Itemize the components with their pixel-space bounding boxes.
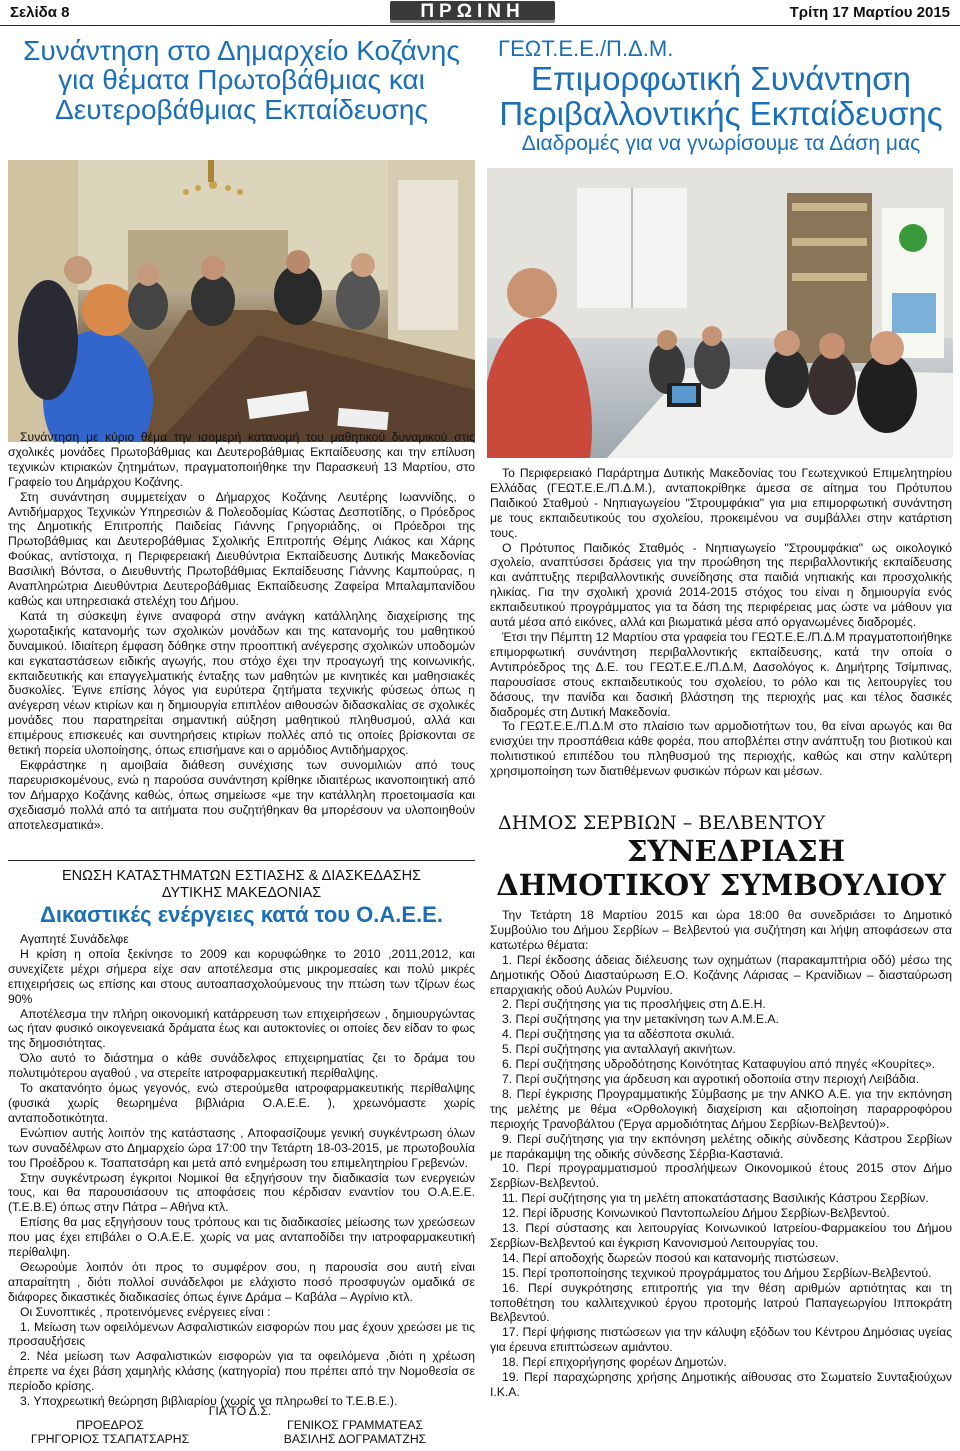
signature-president-name: ΓΡΗΓΟΡΙΟΣ ΤΣΑΠΑΤΣΑΡΗΣ: [30, 1432, 190, 1446]
agenda-item: 9. Περί συζήτησης για την εκπόνηση μελέτης οδικής σύνδεσης Κάστρου Σερβίων με παράκαμψη της οδικής σύνδεσης Σέρβια-Καστανιά.: [490, 1131, 952, 1161]
page-number: Σελίδα 8: [10, 4, 70, 21]
notice-paragraph: Στην συγκέντρωση έγκριτοι Νομικοί θα εξηγήσουν την διαδικασία των ενεργειών τους, και θα παρουσιάσουν τις αποφάσεις που κέρδισαν εναντίον του Ο.Α.Ε.Ε. (Τ.Ε.Β.Ε) όπως στην Πάτρα – Αθήνα κτλ.: [8, 1170, 475, 1215]
right-article-subtitle: Διαδρομές για να γνωρίσουμε τα Δάση μας: [521, 132, 921, 155]
left-notice: [8, 868, 475, 1409]
signature-board: ΓΙΑ ΤΟ Δ.Σ.: [208, 1404, 272, 1418]
agenda-item: 2. Περί συζήτησης για τις προσλήψεις στη Δ.Ε.Η.: [502, 997, 766, 1012]
right-article-paragraph: Το ΓΕΩΤ.Ε.Ε./Π.Δ.Μ στο πλαίσιο των αρμοδιοτήτων του, θα είναι αρωγός και θα ενισχύει την προσπάθεια κάθε φορέα, που αποβλέπει στην ανάπτυξη του βιοτικού και πολιτιστικού επιπέδου του πληθυσμού της περιοχής, καθώς και στην καλύτερη χρησιμοποίηση των διατιθέμενων φυσικών πόρων και μέσων.: [490, 719, 952, 779]
signature-secretary-role: ΓΕΝΙΚΟΣ ΓΡΑΜΜΑΤΕΑΣ: [286, 1418, 423, 1432]
agenda-item: 10. Περί προγραμματισμού προσλήψεων Οικονομικού έτους 2015 στον Δήμο Σερβίων-Βελβεντού.: [490, 1161, 952, 1191]
left-article-paragraph: Εκφράστηκε η αμοιβαία διάθεση συνέχισης των συνομιλιών από τους παρευρισκομένους, ενώ η παρούσα συνάντηση κρίθηκε ιδιαιτέρως ικανοποιητική από τον Δήμαρχο Κοζάνης καθώς, όπως σημείωσε «με την κατάλληλη προετοιμασία και σχεδιασμό πολλά από τα αιτήματα που συζητήθηκαν θα μπορέσουν να υλοποιηθούν αποτελεσματικά».: [8, 757, 475, 832]
council-title-line1: ΣΥΝΕΔΡΙΑΣΗ: [626, 834, 846, 868]
left-article-title: Συνάντηση στο Δημαρχείο Κοζάνης για θέματα Πρωτοβάθμιας και Δευτεροβάθμιας Εκπαίδευσης: [23, 35, 460, 125]
council-title-line2: ΔΗΜΟΤΙΚΟΥ ΣΥΜΒΟΥΛΙΟΥ: [496, 868, 946, 902]
notice-paragraph: 3. Υποχρεωτική θεώρηση βιβλιαρίου (χωρίς να πληρωθεί το Τ.Ε.Β.Ε.).: [20, 1394, 398, 1409]
meeting-photo-geotee: [487, 168, 953, 458]
notice-paragraph: 2. Νέα μείωση των Ασφαλιστικών εισφορών για τα οφειλόμενα ,διότι η χρέωση έπρεπε να έχει βάση χαμηλής κλάσης (κατηγορία) που πρέπει από την Νομοθεσία σε περίοδο κρίσης.: [8, 1349, 475, 1394]
agenda-item: 4. Περί συζήτησης για τα αδέσποτα σκυλιά.: [502, 1027, 735, 1042]
right-article-title: Επιμορφωτική Συνάντηση Περιβαλλοντικής Εκπαίδευσης: [499, 60, 943, 132]
notice-paragraph: Οι Συνοπτικές , προτεινόμενες ενέργειες είναι :: [20, 1304, 271, 1319]
agenda-item: 13. Περί σύστασης και λειτουργίας Κοινωνικού Ιατρείου-Φαρμακείου του Δήμου Σερβίων-Βελβεντού και έγκριση Κανονισμού Λειτουργίας του.: [490, 1221, 952, 1250]
page-header: [0, 0, 960, 26]
agenda-item: 7. Περί συζήτησης για άρδευση και αγροτική οδοποιία στην περιοχή Λειβάδια.: [502, 1071, 920, 1086]
left-section-rule: [8, 860, 475, 861]
left-article-body: [8, 430, 475, 832]
notice-greeting: Αγαπητέ Συνάδελφε: [20, 932, 129, 946]
right-notice: [490, 812, 952, 1400]
notice-paragraph: Θεωρούμε λοιπόν ότι προς το συμφέρον σου, η παρουσία σου αυτή είναι απαραίτητη , διότι πολλοί συνάδελφοι με ελάχιστο ποσό προσφυγών ομαδικά σε διάφορες δικαστικές διαδικασίες όπως έγινε Δράμα – Καβάλα – Αγρίνιο κτλ.: [8, 1259, 475, 1304]
notice-paragraph: Αποτέλεσμα την πλήρη οικονομική κατάρρευση των επιχειρήσεων , δημιουργώντας ως ήταν φυσικό οικογενειακά δράματα έως και αυτοκτονίες οι οποίες δεν είδαν το φως της δημοσιότητας.: [8, 1006, 475, 1051]
agenda-item: 14. Περί αποδοχής δωρεών ποσού και κατανομής πιστώσεων.: [502, 1250, 839, 1265]
agenda-item: 3. Περί συζήτησης για την μετακίνηση των Α.Μ.Ε.Α.: [502, 1012, 779, 1027]
agenda-item: 5. Περί συζήτησης για ανταλλαγή ακινήτων.: [502, 1042, 736, 1057]
council-intro: Την Τετάρτη 18 Μαρτίου 2015 και ώρα 18:00 θα συνεδριάσει το Δημοτικό Συμβούλιο του Δήμου Σερβίων – Βελβεντού για συζήτηση και λήψη αποφάσεων στα κατωτέρω θέματα:: [490, 908, 952, 952]
newspaper-logo: ΠΡΩΙΝΗ: [390, 1, 555, 23]
municipality-name: ΔΗΜΟΣ ΣΕΡΒΙΩΝ – ΒΕΛΒΕΝΤΟΥ: [498, 812, 826, 834]
signature-president-role: ΠΡΟΕΔΡΟΣ: [76, 1418, 144, 1432]
signature-secretary-name: ΒΑΣΙΛΗΣ ΔΟΓΡΑΜΑΤΖΗΣ: [283, 1432, 427, 1446]
notice-paragraph: Η κρίση η οποία ξεκίνησε το 2009 και κορυφώθηκε το 2010 ,2011,2012, και συνεχίζετε μέχρι σήμερα είχε σαν αποτέλεσμα στις μικρομεσαίες και πολύ μικρές επιχειρήσεις ως επίσης και στους αυτοαπασχολούμενους την πτώση των τζίρων έως 90%: [8, 946, 475, 1006]
notice-paragraph: Όλο αυτό το διάστημα ο κάθε συνάδελφος επιχειρηματίας ζει το δράμα του πολυτιμότερου αγαθού , να στερείτε ιατροφαρμακευτική περίθαλψης.: [8, 1051, 475, 1081]
meeting-photo-town-hall: [8, 160, 475, 442]
notice-union-region: ΔΥΤΙΚΗΣ ΜΑΚΕΔΟΝΙΑΣ: [161, 885, 322, 901]
right-article-paragraph: Το Περιφερειακό Παράρτημα Δυτικής Μακεδονίας του Γεωτεχνικού Επιμελητηρίου Ελλάδας (ΓΕΩΤ.Ε.Ε./Π.Δ.Μ.), ανταποκρίθηκε άμεσα σε αίτημα του Πρότυπου Παιδικού Σταθμού - Νηπιαγωγείου "Στρουμφάκια" για μια επιμορφωτική συνάντηση με τους εκπαιδευτικούς του σχολείου, προκειμένου να συμβάλλει στην κατάρτιση τους.: [490, 466, 952, 540]
notice-union-name: ΕΝΩΣΗ ΚΑΤΑΣΤΗΜΑΤΩΝ ΕΣΤΙΑΣΗΣ & ΔΙΑΣΚΕΔΑΣΗΣ: [61, 868, 422, 884]
agenda-item: 8. Περί έγκρισης Προγραμματικής Σύμβασης με την ΑΝΚΟ Α.Ε. για την εκπόνηση της μελέτης με θέμα «Ορθολογική διαχείριση και αξιοποίηση παραρροφόρου περιοχής Τρανοβάλτου (Έργα αρμοδιότητας Δήμου Σερβίων-Βελβεντού)».: [490, 1086, 952, 1131]
issue-date: Τρίτη 17 Μαρτίου 2015: [789, 4, 950, 21]
agenda-item: 12. Περί ίδρυσης Κοινωνικού Παντοπωλείου Δήμου Σερβίων-Βελβεντού.: [502, 1206, 890, 1221]
agenda-item: 18. Περί επιχορήγησης φορέων Δημοτών.: [502, 1355, 727, 1370]
left-article-paragraph: Στη συνάντηση συμμετείχαν ο Δήμαρχος Κοζάνης Λευτέρης Ιωαννίδης, ο Αντιδήμαρχος Τεχνικών Υπηρεσιών & Πολεοδομίας Κώστας Δεσποτίδης, ο Πρόεδρος της Δημοτικής Επιτροπής Παιδείας Γιάννης Γρηγοριάδης, οι Πρόεδροι της Πρωτοβάθμιας και Δευτεροβάθμιας Σχολικής Επιτροπής Θέμης Λιάκος και Χάρης Φούκας, αντίστοιχα, η Περιφερειακή Διευθύντρια Εκπαίδευσης Δυτικής Μακεδονίας Βασιλική Βόντσα, ο Διευθυντής Πρωτοβάθμιας Εκπαίδευσης Γιάννης Καμπούρας, η Αναπληρώτρια Διευθύντρια Δευτεροβάθμιας Εκπαίδευσης Ζαφείρα Μπαλαμπανίδου καθώς και υπηρεσιακά στελέχη του Δήμου.: [8, 489, 475, 608]
agenda-item: 15. Περί τροποποίησης τεχνικού προγράμματος του Δήμου Σερβίων-Βελβεντού.: [502, 1265, 932, 1280]
notice-paragraph: 1. Μείωση των οφειλόμενων Ασφαλιστικών εισφορών που μας έχουν χρεώσει με τις προσαυξήσεις: [8, 1319, 475, 1349]
agenda-item: 6. Περί συζήτησης υδροδότησης Κοινότητας Καταφυγίου από πηγές «Κουρίτες».: [502, 1057, 936, 1072]
right-article-tag: ΓΕΩΤ.Ε.Ε./Π.Δ.Μ.: [498, 36, 674, 61]
agenda-list: [490, 953, 952, 1400]
right-article-paragraph: Ο Πρότυπος Παιδικός Σταθμός - Νηπιαγωγείο "Στρουμφάκια" ως οικολογικό σχολείο, αναπτύσσει δράσεις για την προώθηση της περιβαλλοντικής εκπαίδευσης και ανάπτυξης περιβαλλοντικής συνείδησης στα παιδιά νηπιακής και προσχολικής ηλικίας. Για την σχολική χρονιά 2014-2015 στόχος του είναι η δημιουργία ενός εκπαιδευτικού προγράμματος για τα δάση της περιφέρειας μας ώστε να μάθουν για αυτά μέσα από εικόνες, αλλά και βιωματικά μέσα από οργανωμένες διαδρομές.: [490, 540, 952, 630]
header-rule: [0, 25, 960, 26]
agenda-item: 11. Περί συζήτησης για τη μελέτη αποκατάστασης Βασιλικής Κάστρου Σερβίων.: [502, 1191, 929, 1206]
agenda-item: 19. Περί παραχώρησης χρήσης Δημοτικής αίθουσας στο Σωματείο Συνταξιούχων Ι.Κ.Α.: [490, 1370, 952, 1399]
left-article-paragraph: Κατά τη σύσκεψη έγινε αναφορά στην ανάγκη κατάλληλης διαχείρισης της χωροταξικής κατανομής των σχολικών μονάδων και της κατανομής του μαθητικού δυναμικού. Ιδιαίτερη έμφαση δόθηκε στην προοπτική ανέγερσης σχολικών υποδομών και εγκαταστάσεων ειδικής αγωγής, που στόχο έχει την προαγωγή της κοινωνικής, εκπαιδευτικής και επαγγελματικής ένταξης των μαθητών με κινητικές και μαθησιακές δυσκολίες. Έγινε επίσης λόγος για ευρύτερα ζητήματα τεχνικής φύσεως όπως η ανέγερση νέων κτιρίων και η δημιουργία επιπλέον αιθουσών διδασκαλίας σε σχολικές μονάδες που παρατηρείται σημαντική αύξηση μαθητικού πληθυσμού, αλλά και επιμέρους επισκευές και συντηρήσεις κτιρίων πολλές από τις οποίες βρίσκονται σε θετική πορεία υλοποίησης, όπως επισήμανε και ο αρμόδιος Αντιδήμαρχος.: [8, 608, 475, 758]
left-article-paragraph: Συνάντηση με κύριο θέμα την ισομερή κατανομή του μαθητικού δυναμικού στις σχολικές μονάδες Πρωτοβάθμιας και Δευτεροβάθμιας Εκπαίδευσης και την επίλυση τεχνικών κτιριακών ζητημάτων, πραγματοποιήθηκε την Παρασκευή 13 Μαρτίου, στο Γραφείο του Δημάρχου Κοζάνης.: [8, 430, 475, 489]
notice-paragraph: Επίσης θα μας εξηγήσουν τους τρόπους και τις διαδικασίες μείωσης των χρεώσεων που μας έχει επιβάλει ο Ο.Α.Ε.Ε. χωρίς να μας ανταποδίδει την ιατροφαρμακευτική περίθαλψη.: [8, 1215, 475, 1260]
notice-title: Δικαστικές ενέργειες κατά του Ο.Α.Ε.Ε.: [40, 902, 443, 927]
right-article-body: [490, 466, 952, 779]
agenda-item: 16. Περί συγκρότησης επιτροπής για την θέση αριθμών αρτιότητας και τη τοποθέτηση του καλλιτεχνικού έργου προτομής Ιατρού Παπαγεωργίου Ιπποκράτη Βελβεντού.: [490, 1280, 952, 1325]
agenda-item: 1. Περί έκδοσης άδειας διέλευσης των οχημάτων (παρακαμπτήρια οδό) μέσω της Δημοτικής Οδού Διασταύρωση Ε.Ο. Κοζάνης Λάρισας – Κρανίδιων – διασταύρωση επαρχιακής οδού Αυλών Ρυμνίου.: [490, 952, 952, 997]
agenda-item: 17. Περί ψήφισης πιστώσεων για την κάλυψη εξόδων του Κέντρου Δημόσιας υγείας για έρευνα επιπτώσεων αμιάντου.: [490, 1325, 952, 1355]
right-article-paragraph: Έτσι την Πέμπτη 12 Μαρτίου στα γραφεία του ΓΕΩΤ.Ε.Ε./Π.Δ.Μ πραγματοποιήθηκε επιμορφωτική συνάντηση περιβαλλοντικής εκπαίδευσης, κατά την οποία ο Αντιπρόεδρος της Δ.Ε. του ΓΕΩΤ.Ε.Ε./Π.Δ.Μ, Δασολόγος κ. Δημήτρης Τσίμπινας, παρουσίασε στους εκπαιδευτικούς του σχολείου, το ρόλο και τις λειτουργίες του δάσους, την πανίδα και δασική βλάστηση της περιοχής μας και τέλος δασικές διαδρομές στη Δυτική Μακεδονία.: [490, 629, 952, 719]
notice-paragraph: Ενώπιον αυτής λοιπόν της κατάστασης , Αποφασίζουμε γενική συγκέντρωση όλων των συναδέλφων στο Δημαρχείο ώρα 17:00 την Τετάρτη 18-03-2015, με πρωτοβουλία του Προέδρου κ. Τσαπατσάρη και μετά από ενημέρωση του επιμελητηρίου Γρεβενών.: [8, 1125, 475, 1170]
notice-paragraph: Το ακατανόητο όμως γεγονός, ενώ στερούμεθα ιατροφαρμακευτικής περίθαλψης (φυσικά χωρίς θεωρημένα βιβλιάρια Ο.Α.Ε.Ε. ), χρεωνόμαστε χωρίς ανταποδοτικότητα.: [8, 1081, 475, 1125]
